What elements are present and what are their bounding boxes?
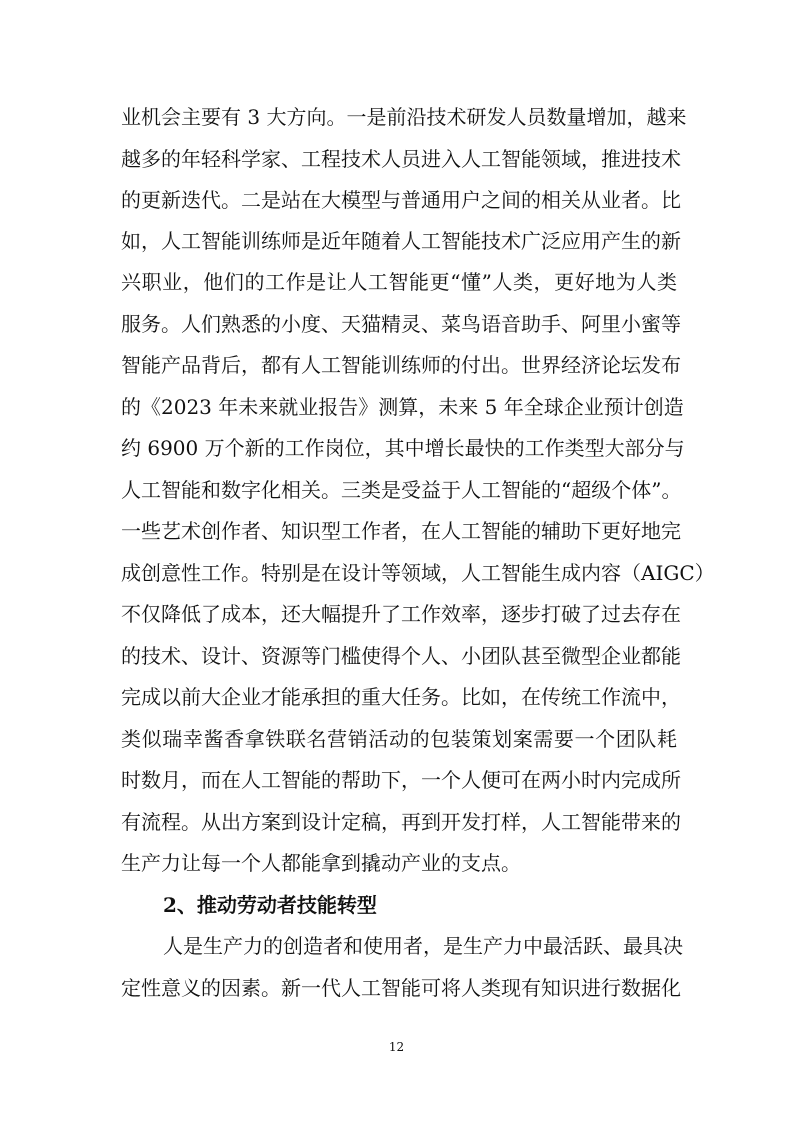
text-line: 定性意义的因素。新一代人工智能可将人类现有知识进行数据化 xyxy=(121,976,681,1000)
text-line: 人工智能和数字化相关。三类是受益于人工智能的“超级个体”。 xyxy=(121,478,682,502)
text-line: 业机会主要有 3 大方向。一是前沿技术研发人员数量增加，越来 xyxy=(121,105,687,129)
text-line: 越多的年轻科学家、工程技术人员进入人工智能领域，推进技术 xyxy=(121,147,681,171)
text-line: 类似瑞幸酱香拿铁联名营销活动的包装策划案需要一个团队耗 xyxy=(121,727,677,751)
text-line: 服务。人们熟悉的小度、天猫精灵、菜鸟语音助手、阿里小蜜等 xyxy=(121,312,681,336)
text-line: 不仅降低了成本，还大幅提升了工作效率，逐步打破了过去存在 xyxy=(121,602,681,626)
text-line: 的技术、设计、资源等门槛使得个人、小团队甚至微型企业都能 xyxy=(121,644,681,668)
text-line: 一些艺术创作者、知识型工作者，在人工智能的辅助下更好地完 xyxy=(121,519,681,543)
text-line: 的更新迭代。二是站在大模型与普通用户之间的相关从业者。比 xyxy=(121,188,681,212)
page-number: 12 xyxy=(388,1040,405,1054)
text-line: 生产力让每一个人都能拿到撬动产业的支点。 xyxy=(121,851,521,875)
text-line: 人是生产力的创造者和使用者，是生产力中最活跃、最具决 xyxy=(163,934,683,958)
text-line: 完成以前大企业才能承担的重大任务。比如，在传统工作流中， xyxy=(121,685,681,709)
text-line: 兴职业，他们的工作是让人工智能更“懂”人类，更好地为人类 xyxy=(121,270,677,294)
text-line: 时数月，而在人工智能的帮助下，一个人便可在两小时内完成所 xyxy=(121,768,681,792)
text-line: 有流程。从出方案到设计定稿，再到开发打样，人工智能带来的 xyxy=(121,810,681,834)
text-line: 约 6900 万个新的工作岗位，其中增长最快的工作类型大部分与 xyxy=(121,436,685,460)
text-line: 智能产品背后，都有人工智能训练师的付出。世界经济论坛发布 xyxy=(121,353,681,377)
section-heading: 2、推动劳动者技能转型 xyxy=(163,893,377,917)
text-line: 如，人工智能训练师是近年随着人工智能技术广泛应用产生的新 xyxy=(121,229,681,253)
text-line: 的《2023 年未来就业报告》测算，未来 5 年全球企业预计创造 xyxy=(121,395,684,419)
text-line: 成创意性工作。特别是在设计等领域，人工智能生成内容（AIGC） xyxy=(121,561,715,585)
